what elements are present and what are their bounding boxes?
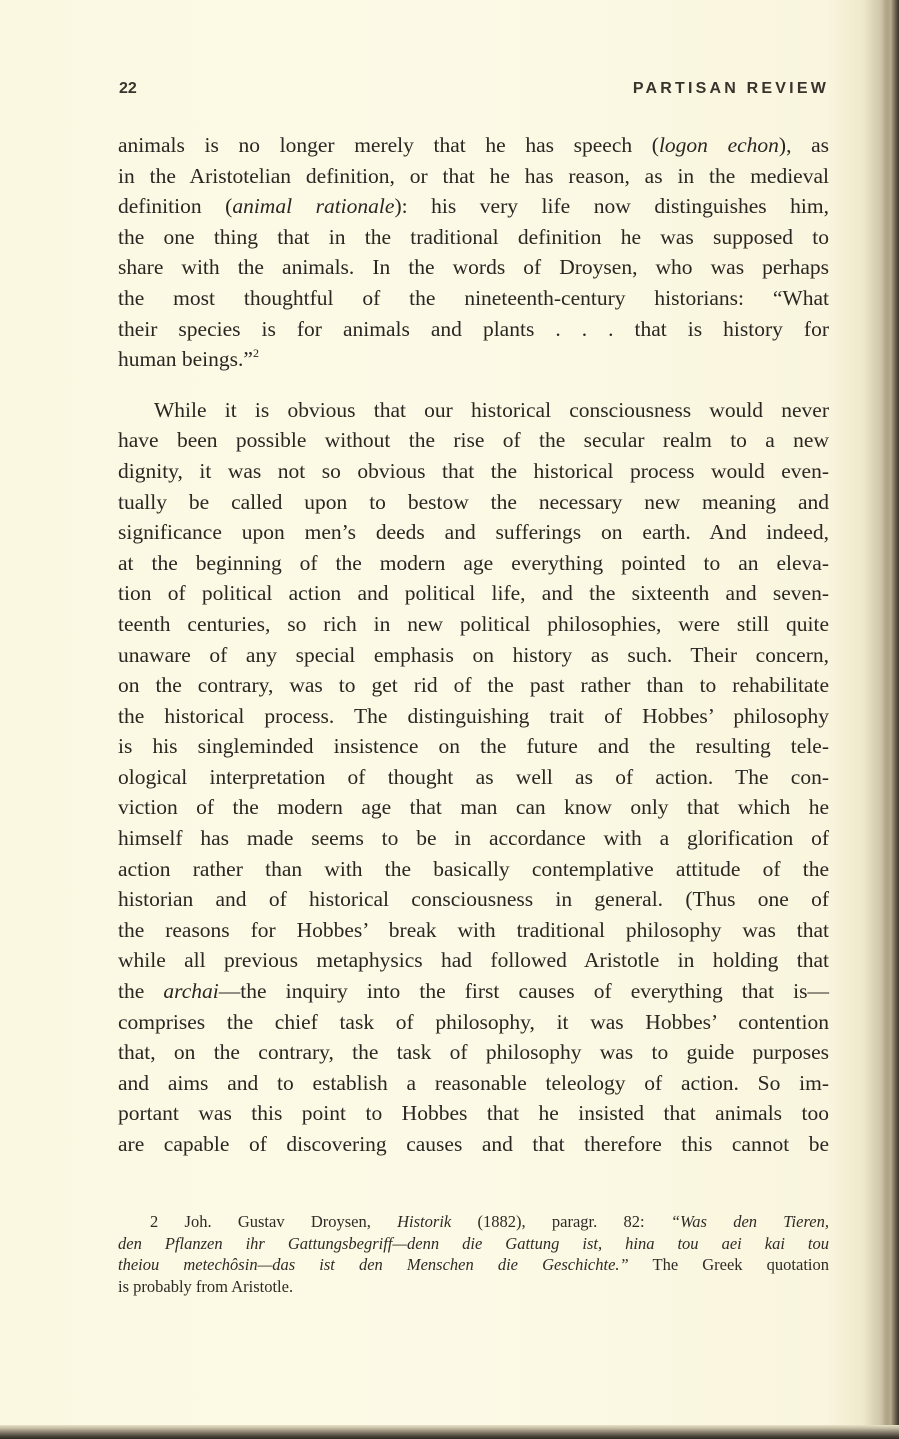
text-segment: have been possible without the rise of the secular realm to a new	[118, 428, 829, 453]
text-line	[118, 130, 829, 161]
text-line	[118, 517, 829, 548]
text-line	[118, 1098, 829, 1129]
footnote-reference: 2	[252, 346, 259, 361]
text-segment: significance upon men’s deeds and sufferings on earth. And indeed,	[118, 520, 829, 545]
text-line	[118, 792, 829, 823]
italic-text: “Was den Tieren,	[670, 1212, 829, 1231]
text-segment: is probably from Aristotle.	[118, 1276, 294, 1296]
text-segment: the historical process. The distinguishing trait of Hobbes’ philosophy	[118, 703, 829, 728]
text-segment: while all previous metaphysics had followed Aristotle in holding that	[118, 948, 829, 973]
footnote-line	[118, 1233, 829, 1255]
italic-text: animal rationale	[232, 194, 395, 219]
text-line	[118, 731, 829, 762]
text-segment: comprises the chief task of philosophy, it was Hobbes’ contention	[118, 1009, 829, 1034]
text-segment: The Greek quotation	[628, 1255, 829, 1274]
text-segment: definition (	[118, 194, 233, 219]
text-segment: ): his very life now distinguishes him,	[394, 194, 829, 219]
text-line	[118, 578, 829, 609]
text-line	[118, 701, 829, 732]
text-segment: their species is for animals and plants . . . that is history for	[118, 316, 829, 341]
text-segment: on the contrary, was to get rid of the past rather than to rehabilitate	[118, 673, 829, 698]
text-segment: the one thing that in the traditional definition he was supposed to	[118, 224, 829, 249]
text-segment: (1882), paragr. 82:	[451, 1212, 671, 1231]
text-segment: dignity, it was not so obvious that the historical process would even-	[118, 458, 829, 483]
text-line	[118, 1068, 829, 1099]
text-line	[118, 395, 829, 426]
page-bottom-edge	[0, 1425, 899, 1439]
journal-title: PARTISAN REVIEW	[632, 80, 829, 97]
text-segment: that, on the contrary, the task of philosophy was to guide purposes	[118, 1040, 829, 1065]
paragraph	[118, 395, 829, 1160]
body-text	[118, 130, 829, 1160]
text-segment: the most thoughtful of the nineteenth-century historians: “What	[118, 285, 829, 310]
footnote-line	[118, 1276, 829, 1298]
text-line	[118, 823, 829, 854]
text-segment: share with the animals. In the words of Droysen, who was perhaps	[118, 255, 829, 280]
text-line	[118, 640, 829, 671]
text-segment: portant was this point to Hobbes that he insisted that animals too	[118, 1101, 829, 1126]
text-line	[118, 283, 829, 314]
text-line	[118, 425, 829, 456]
text-segment: in the Aristotelian definition, or that he has reason, as in the medieval	[118, 163, 829, 188]
text-line	[118, 670, 829, 701]
text-line	[118, 945, 829, 976]
page-number: 22	[119, 80, 137, 97]
text-segment: While it is obvious that our historical consciousness would never	[154, 397, 829, 422]
italic-text: logon echon	[658, 133, 779, 157]
text-line	[118, 1007, 829, 1038]
italic-text: archai	[163, 979, 219, 1004]
text-segment: teenth centuries, so rich in new political philosophies, were still quite	[118, 611, 829, 636]
text-segment: ), as	[778, 133, 829, 157]
text-segment: are capable of discovering causes and that therefore this cannot be	[118, 1132, 829, 1156]
text-line	[118, 915, 829, 946]
text-line	[118, 161, 829, 192]
italic-text: den Pflanzen ihr Gattungsbegriff—denn die Gattung ist, hina tou aei kai tou	[118, 1233, 829, 1253]
text-segment: the reasons for Hobbes’ break with traditional philosophy was that	[118, 917, 829, 942]
footnote	[118, 1211, 829, 1297]
text-line	[118, 314, 829, 345]
text-segment: unaware of any special emphasis on history as such. Their concern,	[118, 642, 829, 667]
text-segment: and aims and to establish a reasonable teleology of action. So im-	[118, 1070, 829, 1095]
text-line	[118, 854, 829, 885]
text-segment: at the beginning of the modern age everything pointed to an eleva-	[118, 550, 829, 575]
paragraph-gap	[118, 375, 829, 395]
text-line	[118, 884, 829, 915]
text-segment: himself has made seems to be in accordance with a glorification of	[118, 826, 829, 851]
text-line	[118, 1129, 829, 1160]
text-line	[118, 252, 829, 283]
text-line	[118, 191, 829, 222]
page-binding-edge	[885, 0, 899, 1439]
footnote-line	[118, 1254, 829, 1276]
paragraph	[118, 130, 829, 375]
text-line	[118, 976, 829, 1007]
text-line	[118, 1037, 829, 1068]
italic-text: Historik	[397, 1212, 452, 1231]
text-line	[118, 548, 829, 579]
text-line	[118, 222, 829, 253]
text-line	[118, 762, 829, 793]
footnote-line	[118, 1211, 829, 1233]
text-segment: 2 Joh. Gustav Droysen,	[150, 1212, 398, 1231]
text-segment: viction of the modern age that man can know only that which he	[118, 795, 829, 820]
text-line	[118, 487, 829, 518]
text-line	[118, 456, 829, 487]
text-segment: tion of political action and political life, and the sixteenth and seven-	[118, 581, 829, 606]
text-line	[118, 344, 829, 375]
text-segment: ological interpretation of thought as well as of action. The con-	[118, 764, 829, 789]
text-segment: historian and of historical consciousness in general. (Thus one of	[118, 887, 829, 912]
text-line	[118, 609, 829, 640]
text-segment: is his singleminded insistence on the future and the resulting tele-	[118, 734, 829, 759]
italic-text: theiou metechôsin—das ist den Menschen die Geschichte.”	[118, 1255, 629, 1274]
running-head	[119, 80, 829, 104]
text-segment: animals is no longer merely that he has speech (	[118, 133, 659, 157]
text-segment: the	[118, 979, 164, 1004]
text-segment: action rather than with the basically contemplative attitude of the	[118, 856, 829, 881]
text-segment: —the inquiry into the first causes of everything that is—	[218, 979, 829, 1004]
text-segment: tually be called upon to bestow the necessary new meaning and	[118, 489, 829, 514]
text-segment: human beings.”	[118, 347, 253, 372]
